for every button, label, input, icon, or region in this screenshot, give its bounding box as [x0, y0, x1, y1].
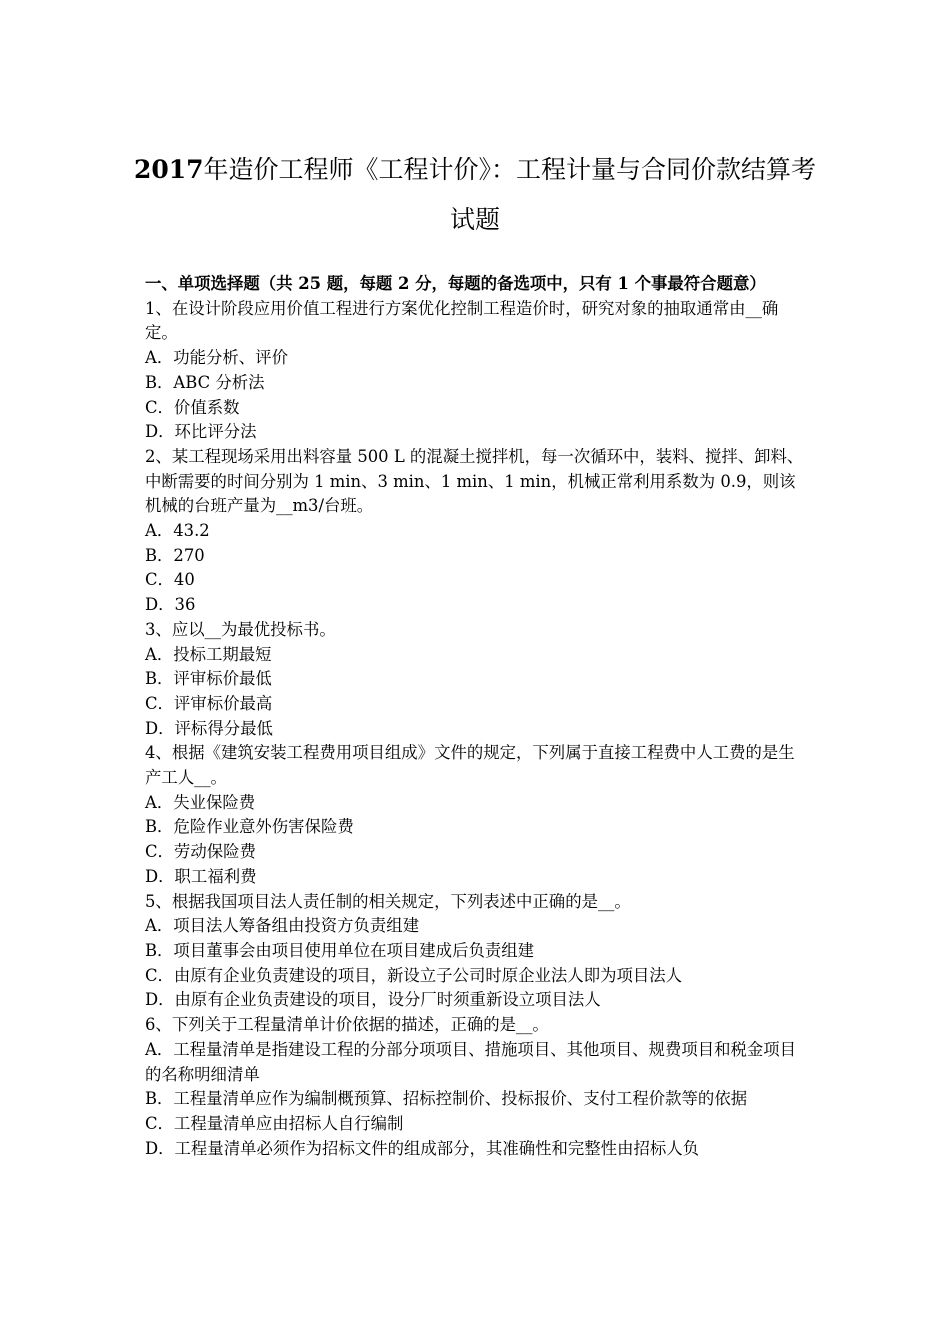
option-b: B．ABC 分析法: [145, 372, 265, 392]
option-a: A．43.2: [145, 521, 210, 541]
option-b: B．工程量清单应作为编制概预算、招标控制价、投标报价、支付工程价款等的依据: [145, 1089, 748, 1109]
document-body: [145, 272, 807, 1161]
option-b: B．270: [145, 545, 205, 565]
option-d: D．工程量清单必须作为招标文件的组成部分，其准确性和完整性由招标人负: [145, 1138, 700, 1158]
question-1: [145, 297, 807, 445]
option-d: D．职工福利费: [145, 866, 257, 886]
option-a: A．项目法人筹备组由投资方负责组建: [145, 916, 420, 936]
question-stem: 2、某工程现场采用出料容量 500 L 的混凝土搅拌机，每一次循环中，装料、搅拌、卸料、中断需要的时间分别为 1 min、3 min、1 min、1 min，机械正常利用系数为 0.9，则该机械的台班产量为__m3/台班。: [145, 446, 804, 516]
option-c: C．由原有企业负责建设的项目，新设立子公司时原企业法人即为项目法人: [145, 965, 683, 985]
option-a: A．失业保险费: [145, 792, 256, 812]
option-c: C．价值系数: [145, 397, 240, 417]
option-c: C．劳动保险费: [145, 842, 256, 862]
question-3: [145, 618, 807, 742]
question-stem: 5、根据我国项目法人责任制的相关规定，下列表述中正确的是__。: [145, 891, 631, 911]
section-heading: 一、单项选择题（共 25 题，每题 2 分，每题的备选项中，只有 1 个事最符合题意）: [145, 274, 766, 293]
document-title: [130, 145, 820, 245]
question-2: [145, 445, 807, 618]
option-d: D．由原有企业负责建设的项目，设分厂时须重新设立项目法人: [145, 990, 601, 1010]
question-stem: 6、下列关于工程量清单计价依据的描述，正确的是__。: [145, 1015, 549, 1035]
question-stem: 1、在设计阶段应用价值工程进行方案优化控制工程造价时，研究对象的抽取通常由__确定。: [145, 298, 779, 343]
option-b: B．危险作业意外伤害保险费: [145, 817, 354, 837]
option-b: B．项目董事会由项目使用单位在项目建成后负责组建: [145, 940, 535, 960]
option-a: A．工程量清单是指建设工程的分部分项项目、措施项目、其他项目、规费项目和税金项目的名称明细清单: [145, 1039, 797, 1084]
option-c: C．工程量清单应由招标人自行编制: [145, 1113, 404, 1133]
option-c: C．40: [145, 570, 195, 590]
option-a: A．功能分析、评价: [145, 348, 288, 368]
title-year: 2017: [133, 155, 204, 184]
option-d: D．环比评分法: [145, 422, 257, 442]
question-4: [145, 741, 807, 889]
option-d: D．36: [145, 595, 196, 615]
question-stem: 4、根据《建筑安装工程费用项目组成》文件的规定，下列属于直接工程费中人工费的是生产工人__。: [145, 743, 795, 788]
option-b: B．评审标价最低: [145, 669, 272, 689]
title-text: 年造价工程师《工程计价》：工程计量与合同价款结算考试题: [203, 155, 817, 234]
question-stem: 3、应以__为最优投标书。: [145, 619, 336, 639]
question-5: [145, 890, 807, 1014]
question-6: [145, 1013, 807, 1161]
option-a: A．投标工期最短: [145, 644, 272, 664]
option-d: D．评标得分最低: [145, 718, 273, 738]
option-c: C．评审标价最高: [145, 693, 273, 713]
